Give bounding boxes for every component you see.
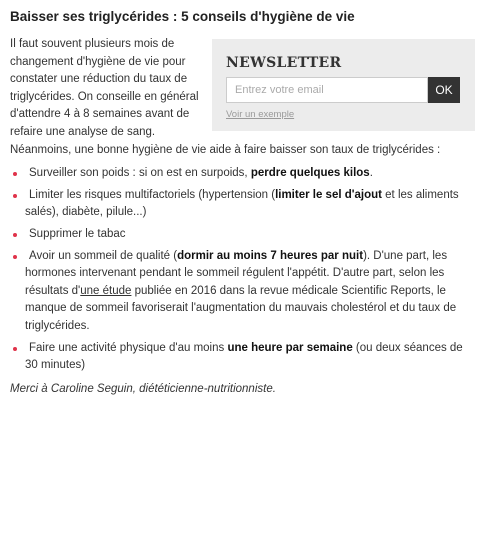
tip-text: Avoir un sommeil de qualité (dormir au moins 7 heures par nuit). D'une part, les hormones intervenant pendant le sommeil régulent l'appétit. D'autre part, selon les résultats d'une étude publiée en 2016 dans la revue médicale Scientific Reports, le manque de sommeil favoriserait l'augmentation du mauvais cholestérol et du taux de triglycérides.	[25, 249, 457, 332]
see-example-link[interactable]: Voir un exemple	[226, 109, 295, 120]
tip-emphasis: perdre quelques kilos	[250, 167, 370, 180]
intro-paragraph: Il faut souvent plusieurs mois de changement d'hygiène de vie pour constater une réduction du taux de triglycérides. On conseille en général d'attendre 4 à 8 semaines avant de refaire une analyse de sang. Néanmoins, une bonne hygiène de vie aide à faire baisser son taux de triglycérides :	[10, 38, 441, 156]
newsletter-form	[226, 77, 461, 103]
bullet-icon	[13, 233, 17, 237]
subscribe-button[interactable]: OK	[428, 77, 460, 103]
study-link[interactable]: une étude	[80, 284, 132, 297]
newsletter-title: NEWSLETTER	[226, 55, 342, 71]
tip-text: Supprimer le tabac	[29, 227, 126, 240]
list-item	[10, 226, 467, 244]
tip-emphasis: dormir au moins 7 heures par nuit	[177, 249, 364, 262]
list-item	[10, 187, 467, 222]
bullet-icon	[13, 172, 17, 176]
email-input[interactable]	[226, 77, 428, 103]
newsletter-box	[212, 39, 475, 131]
tip-emphasis: une heure par semaine	[227, 341, 353, 354]
tip-text: Faire une activité physique d'au moins une heure par semaine (ou deux séances de 30 minutes)	[25, 341, 463, 372]
list-item	[10, 165, 467, 183]
bullet-icon	[13, 194, 17, 198]
article-title: Baisser ses triglycérides : 5 conseils d'hygiène de vie	[10, 9, 355, 24]
tip-text: Surveiller son poids : si on est en surpoids, perdre quelques kilos.	[29, 167, 373, 180]
list-item	[10, 248, 467, 336]
tip-emphasis: limiter le sel d'ajout	[275, 188, 382, 201]
credit-line: Merci à Caroline Seguin, diététicienne-nutritionniste.	[10, 382, 276, 395]
bullet-icon	[13, 347, 17, 351]
bullet-icon	[13, 255, 17, 259]
list-item	[10, 340, 467, 375]
tips-list	[10, 165, 467, 375]
tip-text: Limiter les risques multifactoriels (hypertension (limiter le sel d'ajout et les aliments salés), diabète, pilule...)	[25, 188, 459, 219]
